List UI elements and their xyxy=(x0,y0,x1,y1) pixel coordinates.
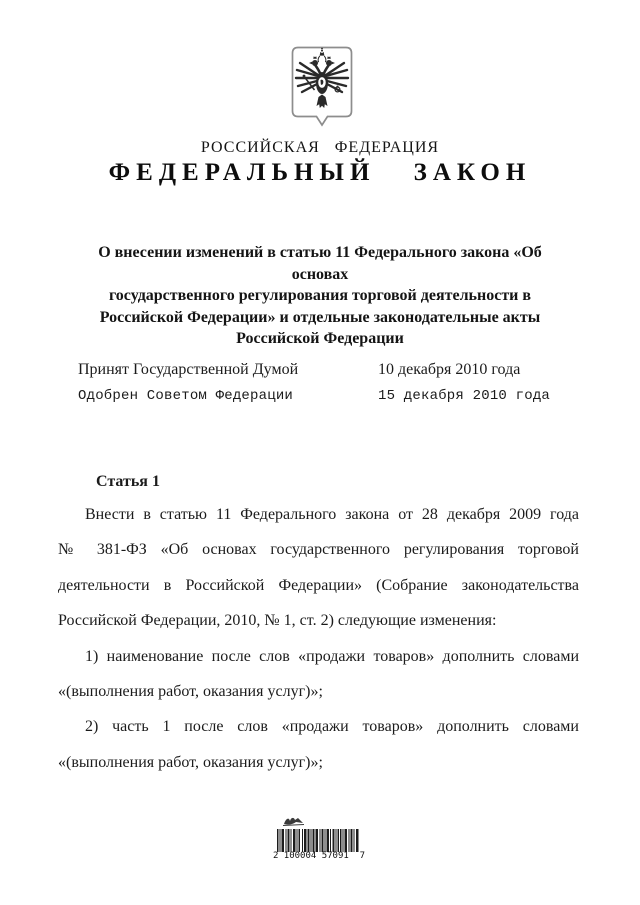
duma-date: 10 декабря 2010 года xyxy=(378,361,521,378)
approved-by-council-row xyxy=(0,388,640,406)
body-line: Российской Федерации, 2010, № 1, ст. 2) следующие изменения: xyxy=(58,612,497,630)
body-line: «(выполнения работ, оказания услуг)»; xyxy=(58,753,323,771)
law-title-line: государственного регулирования торговой деятельности в xyxy=(108,287,532,304)
body-line: Внести в статью 11 Федерального закона от 28 декабря 2009 года xyxy=(85,506,579,523)
russia-coat-of-arms-icon xyxy=(291,46,353,128)
law-title-line: О внесении изменений в статью 11 Федерального закона «Об основах xyxy=(98,244,542,283)
barcode-icon xyxy=(277,829,359,852)
printer-scribble-mark-icon xyxy=(282,815,306,828)
council-label: Одобрен Советом Федерации xyxy=(78,388,294,404)
body-line: 1) наименование после слов «продажи товаров» дополнить словами xyxy=(85,647,579,665)
body-line: № 381-ФЗ «Об основах государственного регулирования торговой xyxy=(58,541,579,559)
doc-type-heading: ФЕДЕРАЛЬНЫЙ ЗАКОН xyxy=(108,159,532,186)
article-1-body xyxy=(58,497,579,780)
law-title xyxy=(70,242,570,350)
article-1-heading: Статья 1 xyxy=(96,473,160,490)
body-line: деятельности в Российской Федерации» (Собрание законодательства xyxy=(58,576,579,594)
council-date: 15 декабря 2010 года xyxy=(378,388,551,404)
barcode-number: 2 100004 57091 7 xyxy=(272,851,366,861)
country-heading: РОССИЙСКАЯ ФЕДЕРАЦИЯ xyxy=(200,139,440,156)
body-line: 2) часть 1 после слов «продажи товаров» дополнить словами xyxy=(85,718,579,736)
duma-label: Принят Государственной Думой xyxy=(78,361,299,378)
body-line: «(выполнения работ, оказания услуг)»; xyxy=(58,682,323,700)
law-title-line: Российской Федерации» и отдельные законодательные акты xyxy=(99,308,541,326)
law-title-line: Российской Федерации xyxy=(236,330,404,347)
adopted-by-duma-row xyxy=(0,361,640,379)
